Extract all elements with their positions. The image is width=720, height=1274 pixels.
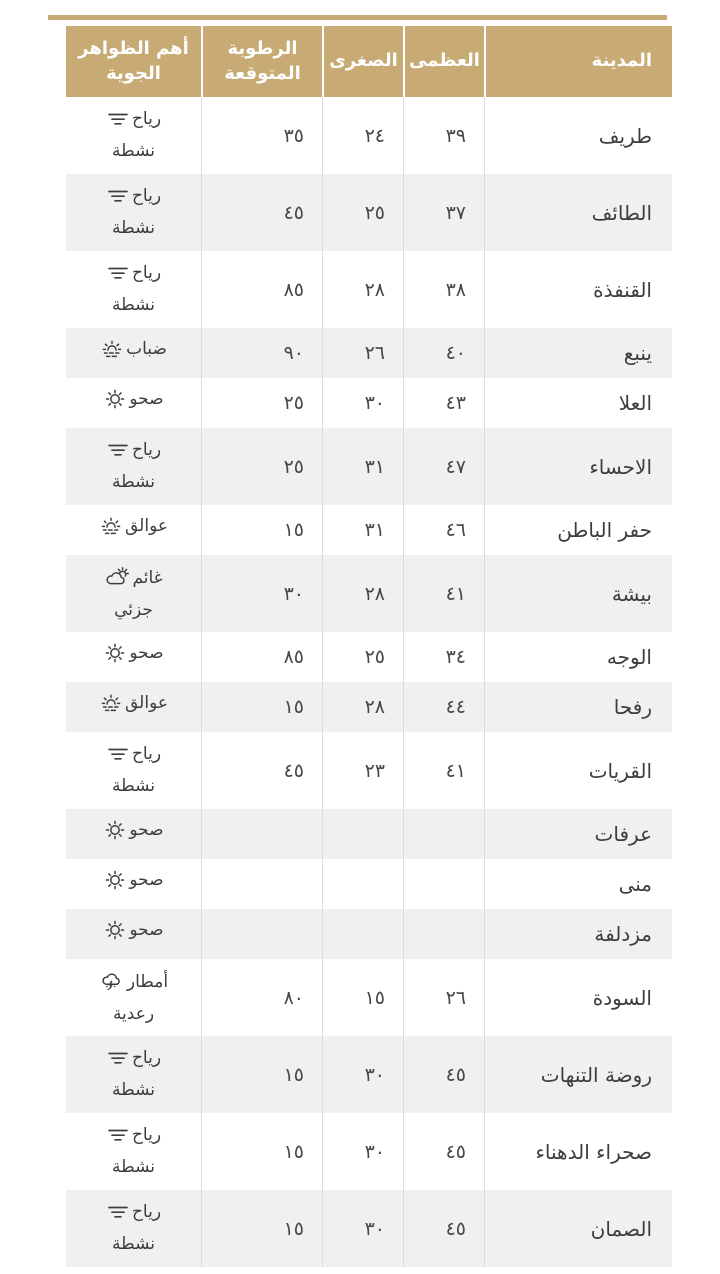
table-row xyxy=(66,251,672,328)
city-cell: بيشة xyxy=(484,555,672,632)
city-cell: روضة التنهات xyxy=(484,1036,672,1113)
phenomena-label: رياح نشطة xyxy=(112,185,162,238)
table-row xyxy=(66,682,672,732)
phenomena-label-group xyxy=(88,1046,180,1104)
wind-icon xyxy=(106,261,130,294)
phenomena-cell xyxy=(66,909,201,959)
phenomena-cell xyxy=(66,809,201,859)
max-temp-cell: ٣٧ xyxy=(403,174,484,251)
phenomena-cell xyxy=(66,505,201,555)
phenomena-cell xyxy=(66,732,201,809)
table-row xyxy=(66,97,672,174)
min-temp-cell: ٢٨ xyxy=(322,555,403,632)
phenomena-cell xyxy=(66,428,201,505)
wind-icon xyxy=(106,742,130,775)
phenomena-label-group xyxy=(88,337,180,370)
city-cell: عرفات xyxy=(484,809,672,859)
phenomena-cell xyxy=(66,97,201,174)
humidity-cell: ١٥ xyxy=(201,1113,322,1190)
phenomena-label: غائم جزئي xyxy=(114,567,163,620)
humidity-cell: ٨٥ xyxy=(201,251,322,328)
table-row xyxy=(66,859,672,909)
top-partial-strip xyxy=(48,15,667,20)
wind-icon xyxy=(106,1200,130,1233)
phenomena-cell xyxy=(66,1113,201,1190)
humidity-cell xyxy=(201,809,322,859)
haze-icon xyxy=(99,691,123,724)
header-min-temp: الصغرى xyxy=(322,26,403,97)
phenomena-label-group xyxy=(88,742,180,800)
humidity-cell: ١٥ xyxy=(201,682,322,732)
min-temp-cell: ٢٨ xyxy=(322,251,403,328)
city-cell: العلا xyxy=(484,378,672,428)
sun-icon xyxy=(103,641,127,674)
city-cell: الوجه xyxy=(484,632,672,682)
phenomena-cell xyxy=(66,1190,201,1267)
city-cell: القريات xyxy=(484,732,672,809)
header-max-temp: العظمى xyxy=(403,26,484,97)
humidity-cell: ١٥ xyxy=(201,1190,322,1267)
sun-icon xyxy=(103,387,127,420)
phenomena-label-group xyxy=(88,641,180,674)
phenomena-label: عوالق xyxy=(124,692,168,713)
table-row xyxy=(66,632,672,682)
phenomena-cell xyxy=(66,174,201,251)
min-temp-cell: ٢٤ xyxy=(322,97,403,174)
city-cell: مزدلفة xyxy=(484,909,672,959)
min-temp-cell: ٢٦ xyxy=(322,328,403,378)
phenomena-label-group xyxy=(88,918,180,951)
table-row xyxy=(66,505,672,555)
humidity-cell: ٢٥ xyxy=(201,378,322,428)
phenomena-cell xyxy=(66,959,201,1036)
city-cell: طريف xyxy=(484,97,672,174)
min-temp-cell: ٢٥ xyxy=(322,632,403,682)
phenomena-label: صحو xyxy=(129,919,164,940)
max-temp-cell: ٤٣ xyxy=(403,378,484,428)
city-cell: السودة xyxy=(484,959,672,1036)
max-temp-cell: ٤٦ xyxy=(403,505,484,555)
humidity-cell: ٣٠ xyxy=(201,555,322,632)
phenomena-label: رياح نشطة xyxy=(112,1124,162,1177)
min-temp-cell: ٣٠ xyxy=(322,378,403,428)
phenomena-label-group xyxy=(88,184,180,242)
max-temp-cell: ٢٦ xyxy=(403,959,484,1036)
humidity-cell: ٣٥ xyxy=(201,97,322,174)
phenomena-label: صحو xyxy=(129,869,164,890)
min-temp-cell: ٣١ xyxy=(322,428,403,505)
table-row xyxy=(66,428,672,505)
table-header-row xyxy=(66,26,672,97)
city-cell: حفر الباطن xyxy=(484,505,672,555)
max-temp-cell: ٣٩ xyxy=(403,97,484,174)
sun-icon xyxy=(103,918,127,951)
city-cell: الصمان xyxy=(484,1190,672,1267)
haze-icon xyxy=(100,337,124,370)
table-row xyxy=(66,1113,672,1190)
phenomena-cell xyxy=(66,555,201,632)
city-cell: منى xyxy=(484,859,672,909)
phenomena-label-group xyxy=(88,438,180,496)
humidity-cell: ٨٥ xyxy=(201,632,322,682)
humidity-cell: ٩٠ xyxy=(201,328,322,378)
phenomena-label-group xyxy=(88,387,180,420)
table-row xyxy=(66,909,672,959)
phenomena-label: رياح نشطة xyxy=(112,1201,162,1254)
phenomena-cell xyxy=(66,859,201,909)
phenomena-label: رياح نشطة xyxy=(112,1047,162,1100)
phenomena-label-group xyxy=(88,968,180,1028)
sun-icon xyxy=(103,868,127,901)
phenomena-cell xyxy=(66,251,201,328)
header-phenomena: أهم الظواهر الجوية xyxy=(66,26,201,97)
table-row xyxy=(66,809,672,859)
humidity-cell: ١٥ xyxy=(201,505,322,555)
max-temp-cell: ٣٨ xyxy=(403,251,484,328)
wind-icon xyxy=(106,1046,130,1079)
phenomena-label: رياح نشطة xyxy=(112,439,162,492)
table-row xyxy=(66,378,672,428)
weather-table xyxy=(66,26,672,1267)
city-cell: القنفذة xyxy=(484,251,672,328)
humidity-cell: ٢٥ xyxy=(201,428,322,505)
phenomena-label-group xyxy=(88,564,180,624)
weather-table-container xyxy=(66,26,672,1267)
table-body xyxy=(66,97,672,1267)
phenomena-label: ضباب xyxy=(126,338,167,359)
max-temp-cell: ٤٥ xyxy=(403,1190,484,1267)
min-temp-cell: ٣١ xyxy=(322,505,403,555)
max-temp-cell xyxy=(403,909,484,959)
city-cell: رفحا xyxy=(484,682,672,732)
min-temp-cell: ٣٠ xyxy=(322,1190,403,1267)
wind-icon xyxy=(106,184,130,217)
haze-icon xyxy=(99,514,123,547)
min-temp-cell: ١٥ xyxy=(322,959,403,1036)
humidity-cell: ٨٠ xyxy=(201,959,322,1036)
max-temp-cell: ٤٥ xyxy=(403,1036,484,1113)
phenomena-label-group xyxy=(88,868,180,901)
phenomena-label: رياح نشطة xyxy=(112,108,162,161)
phenomena-cell xyxy=(66,378,201,428)
header-city: المدينة xyxy=(484,26,672,97)
max-temp-cell: ٤١ xyxy=(403,555,484,632)
table-row xyxy=(66,732,672,809)
max-temp-cell: ٤٠ xyxy=(403,328,484,378)
min-temp-cell: ٢٣ xyxy=(322,732,403,809)
city-cell: الطائف xyxy=(484,174,672,251)
partly-cloudy-icon xyxy=(104,564,130,599)
humidity-cell: ٤٥ xyxy=(201,174,322,251)
phenomena-label-group xyxy=(88,691,180,724)
phenomena-label-group xyxy=(88,514,180,547)
phenomena-label-group xyxy=(88,107,180,165)
humidity-cell xyxy=(201,859,322,909)
phenomena-label: صحو xyxy=(129,388,164,409)
thunder-rain-icon xyxy=(99,968,125,1003)
min-temp-cell: ٣٠ xyxy=(322,1036,403,1113)
phenomena-label: أمطار رعدية xyxy=(112,971,169,1024)
max-temp-cell: ٤٤ xyxy=(403,682,484,732)
table-row xyxy=(66,959,672,1036)
max-temp-cell xyxy=(403,809,484,859)
phenomena-label-group xyxy=(88,261,180,319)
max-temp-cell xyxy=(403,859,484,909)
humidity-cell xyxy=(201,909,322,959)
table-row xyxy=(66,174,672,251)
header-humidity: الرطوبة المتوقعة xyxy=(201,26,322,97)
phenomena-cell xyxy=(66,1036,201,1113)
humidity-cell: ١٥ xyxy=(201,1036,322,1113)
wind-icon xyxy=(106,1123,130,1156)
phenomena-cell xyxy=(66,328,201,378)
wind-icon xyxy=(106,438,130,471)
phenomena-label: رياح نشطة xyxy=(112,262,162,315)
table-row xyxy=(66,1036,672,1113)
phenomena-label-group xyxy=(88,818,180,851)
min-temp-cell: ٢٥ xyxy=(322,174,403,251)
phenomena-label-group xyxy=(88,1123,180,1181)
min-temp-cell xyxy=(322,809,403,859)
phenomena-cell xyxy=(66,682,201,732)
humidity-cell: ٤٥ xyxy=(201,732,322,809)
city-cell: ينبع xyxy=(484,328,672,378)
city-cell: الاحساء xyxy=(484,428,672,505)
table-row xyxy=(66,1190,672,1267)
min-temp-cell: ٣٠ xyxy=(322,1113,403,1190)
table-row xyxy=(66,555,672,632)
max-temp-cell: ٤٧ xyxy=(403,428,484,505)
max-temp-cell: ٤١ xyxy=(403,732,484,809)
phenomena-cell xyxy=(66,632,201,682)
wind-icon xyxy=(106,107,130,140)
phenomena-label: صحو xyxy=(129,642,164,663)
min-temp-cell xyxy=(322,909,403,959)
phenomena-label: رياح نشطة xyxy=(112,743,162,796)
city-cell: صحراء الدهناء xyxy=(484,1113,672,1190)
min-temp-cell xyxy=(322,859,403,909)
min-temp-cell: ٢٨ xyxy=(322,682,403,732)
phenomena-label-group xyxy=(88,1200,180,1258)
phenomena-label: عوالق xyxy=(124,515,168,536)
max-temp-cell: ٤٥ xyxy=(403,1113,484,1190)
max-temp-cell: ٣٤ xyxy=(403,632,484,682)
phenomena-label: صحو xyxy=(129,819,164,840)
table-row xyxy=(66,328,672,378)
sun-icon xyxy=(103,818,127,851)
